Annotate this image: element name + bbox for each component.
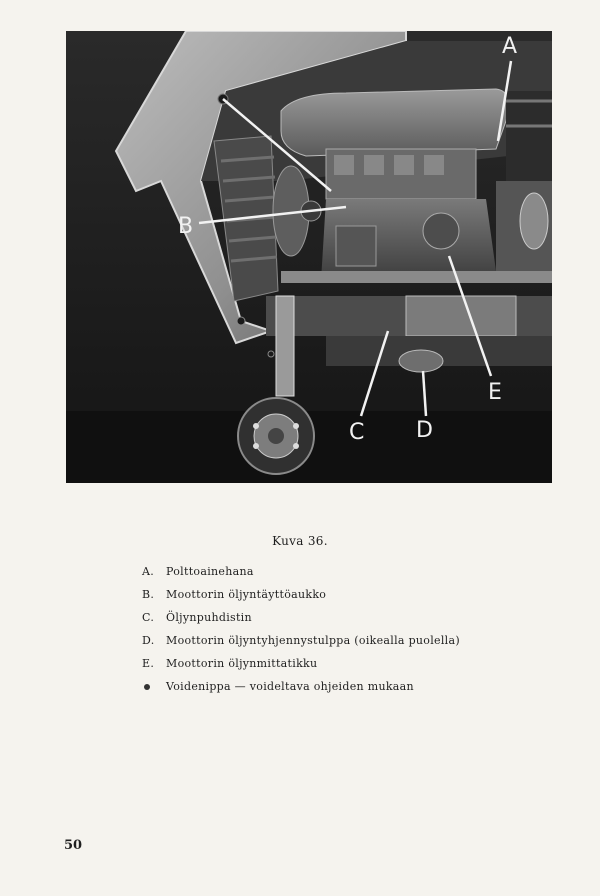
legend-key: B.: [142, 588, 155, 601]
figure-caption: Kuva 36.: [272, 534, 328, 548]
engine-photo: [66, 31, 552, 483]
fuel-tank: [281, 89, 508, 156]
legend-text: Moottorin öljyntäyttöaukko: [166, 588, 327, 601]
legend-item: [142, 611, 460, 634]
legend-item: [142, 588, 460, 611]
legend-text: Moottorin öljynmittatikku: [166, 657, 318, 670]
callout-d: D: [416, 418, 433, 443]
oil-filter: [406, 296, 516, 336]
drain-plug: [399, 350, 443, 372]
legend-text: Öljynpuhdistin: [166, 611, 252, 624]
callout-e: E: [488, 380, 502, 405]
legend-text: Polttoainehana: [166, 565, 254, 578]
legend-item: [142, 680, 460, 703]
legend-item: [142, 634, 460, 657]
legend-key: C.: [142, 611, 155, 624]
legend-item: [142, 565, 460, 588]
legend-item: [142, 657, 460, 680]
grease-nipple-icon: [237, 317, 245, 325]
engine-illustration: [66, 31, 552, 483]
legend-text: Voidenippa — voideltava ohjeiden mukaan: [166, 680, 414, 693]
legend-key: [142, 680, 166, 694]
page-number: 50: [64, 838, 83, 853]
legend-key: E.: [142, 657, 155, 670]
callout-b: B: [178, 214, 194, 239]
grease-nipple-icon: [268, 351, 274, 357]
callout-a: A: [502, 34, 518, 59]
grease-nipple-bullet-icon: [144, 684, 150, 690]
legend-key: D.: [142, 634, 155, 647]
legend-text: Moottorin öljyntyhjennystulppa (oikealla puolella): [166, 634, 460, 647]
callout-c: C: [349, 420, 365, 445]
legend-key: A.: [142, 565, 155, 578]
parts-legend: [142, 565, 460, 703]
